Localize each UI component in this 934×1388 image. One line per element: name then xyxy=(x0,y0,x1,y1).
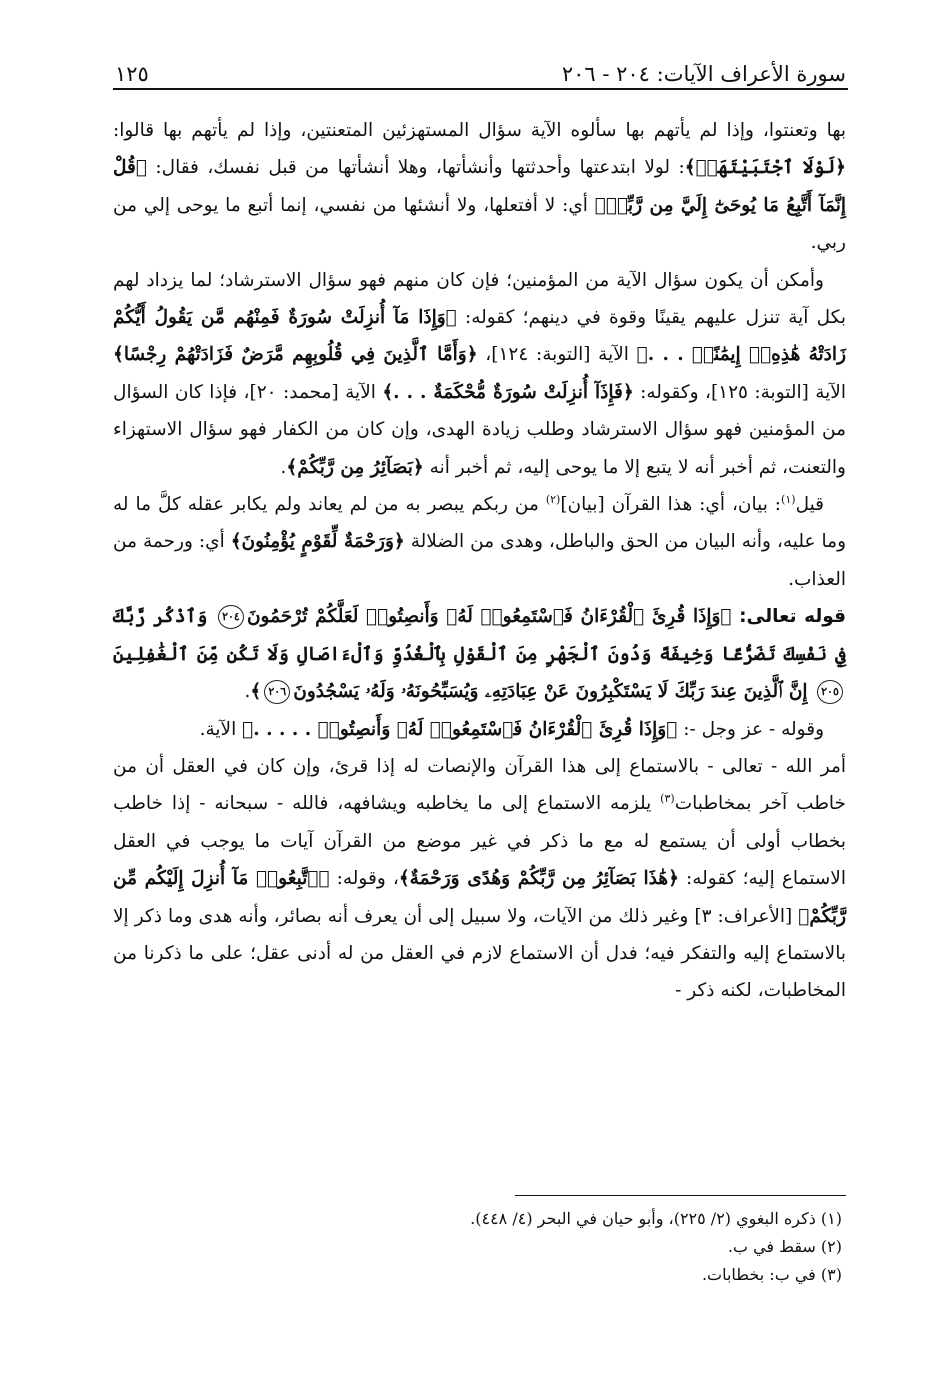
quran-verse: ﴿فَإِذَآ أُنزِلَتْ سُورَةٌ مُّحْكَمَةٌ . . .﴾ xyxy=(382,381,634,403)
text-run: الآية [محمد: ٢٠]، فإذا كان السؤال من المؤمنين فهو سؤال الاسترشاد وطلب زيادة الهدى، وإن كان من الكفار فهو سؤال الاستهزاء والتعنت، ثم أخبر أنه لا يتبع إلا ما يوحى إليه، ثم أخبر أنه xyxy=(113,381,846,478)
quran-verse: ﴿لَوْلَا ٱجْتَبَيْتَهَاۚ﴾ xyxy=(684,157,846,179)
text-run: الآية [التوبة: ١٢٤]، xyxy=(477,344,637,366)
section-lead: قوله تعالى: xyxy=(731,606,847,628)
page-number: ١٢٥ xyxy=(115,62,149,86)
header-rule xyxy=(113,88,848,90)
text-run: : لولا ابتدعتها وأحدثتها وأنشأتها، وهلا أنشأتها من قبل نفسك، فقال: xyxy=(146,157,685,179)
running-title: سورة الأعراف الآيات: ٢٠٤ - ٢٠٦ xyxy=(561,62,846,86)
footnote-separator xyxy=(515,1195,846,1196)
text-run: من ربكم يبصر به من لم يعاند ولم يكابر عقله كلَّ ما له وما عليه، وأنه البيان من الحق والباطل، وهدى من الضلالة xyxy=(113,494,847,553)
paragraph-p5 xyxy=(113,711,846,748)
paragraph-p3 xyxy=(113,486,846,598)
paragraph-p1 xyxy=(113,112,846,262)
text-run: . xyxy=(280,456,287,478)
paragraph-p2 xyxy=(113,262,846,486)
text-run: أمر الله - تعالى - بالاستماع إلى هذا القرآن والإنصات له إذا قرئ، وإن كان في العقل أن من خاطب آخر بمخاطبات xyxy=(113,755,846,815)
text-run: ، وقوله: xyxy=(329,868,399,890)
text-run: بها وتعنتوا، وإذا لم يأتهم بها سألوه الآية سؤال المستهزئين المتعنتين، وإذا لم يأتهم بها قالوا: xyxy=(113,120,846,141)
quran-verse: ﴿قُلْ إِنَّمَآ أَتَّبِعُ مَا يُوحَىٰٓ إِلَيَّ مِن رَّبِّيۚ﴾ xyxy=(113,157,846,216)
footnote-1: (١) ذكره البغوي (٢/ ٢٢٥)، وأبو حيان في البحر (٤/ ٤٤٨). xyxy=(470,1209,842,1228)
quran-verse: ﴿بَصَآئِرُ مِن رَّبِّكُمْ﴾ xyxy=(286,456,424,478)
text-run: أي: ورحمة من العذاب. xyxy=(113,531,846,590)
quran-verse: ﴿وَإِذَا قُرِئَ ٱلْقُرْءَانُ فَٱسْتَمِعُوا۟ لَهُۥ وَأَنصِتُوا۟ . . . . .﴾ xyxy=(242,718,678,740)
text-run: يلزمه الاستماع إلى ما يخاطبه ويشافهه، فالله - سبحانه - إذا خاطب بخطاب أولى أن يستمع له مع ما ذكر في غير موضع من القرآن آيات ما يوجب في العقل الاستماع إليه؛ كقوله: xyxy=(113,793,846,890)
text-run: : بيان، أي: هذا القرآن [بيان] xyxy=(560,494,782,516)
text-run: الآية. xyxy=(199,718,243,740)
footnote-ref: (٢) xyxy=(545,492,561,506)
quran-verse: ﴿وَرَحْمَةٌ لِّقَوْمٍ يُؤْمِنُونَ﴾ xyxy=(230,531,405,553)
text-run: [الأعراف: ٣] وغير ذلك من الآيات، ولا سبيل إلى أن يعرف أنه بصائر، وأنه هدى وما ذكر إلا بالاستماع إليه والتفكر فيه؛ فدل أن الاستماع لازم في العقل من له أدنى عقل؛ على ما ذكرنا من المخاطبات، لكنه ذكر - xyxy=(113,905,846,1002)
quran-verse: ﴿ٱتَّبِعُوا۟ مَآ أُنزِلَ إِلَيْكُم مِّن رَّبِّكُمْ﴾ xyxy=(113,868,847,927)
paragraph-p6 xyxy=(113,748,846,1010)
quran-verse: ﴿وَأَمَّا ٱلَّذِينَ فِي قُلُوبِهِم مَّرَضٌ فَزَادَتْهُمْ رِجْسًا﴾ xyxy=(113,344,478,366)
footnote-3: (٣) في ب: بخطابات. xyxy=(701,1265,842,1284)
footnotes xyxy=(113,1205,846,1289)
quran-verse: ﴾ xyxy=(250,681,262,703)
main-text xyxy=(113,112,846,1010)
quran-verse: ﴿وَإِذَا قُرِئَ ٱلْقُرْءَانُ فَٱسْتَمِعُوا۟ لَهُۥ وَأَنصِتُوا۟ لَعَلَّكُمْ تُرْحَمُونَ xyxy=(246,606,732,628)
quran-verse: ﴿هَٰذَا بَصَآئِرُ مِن رَّبِّكُمْ وَهُدًى وَرَحْمَةٌ﴾ xyxy=(398,868,679,890)
ayah-number-marker: ٢٠٦ xyxy=(264,680,290,704)
footnote-2: (٢) سقط في ب. xyxy=(727,1237,842,1256)
paragraph-p4 xyxy=(113,598,846,710)
ayah-number-marker: ٢٠٥ xyxy=(817,680,843,704)
text-run: قيل xyxy=(795,494,824,516)
page-header xyxy=(115,52,846,86)
text-run: وقوله - عز وجل -: xyxy=(677,718,824,740)
text-run: . xyxy=(244,681,251,703)
quran-verse: وَٱذْكُر رَّبَّكَ فِي نَفْسِكَ تَضَرُّعًا وَخِيفَةً وَدُونَ ٱلْجَهْرِ مِنَ ٱلْقَوْلِ بِٱلْغُدُوِّ وَٱلْءَاصَالِ وَلَا تَكُن مِّنَ ٱلْغَٰفِلِينَ xyxy=(113,606,846,665)
footnote-ref: (٣) xyxy=(660,792,675,806)
ayah-number-marker: ٢٠٤ xyxy=(218,605,244,629)
footnote-ref: (١) xyxy=(781,492,796,506)
quran-verse: ﴿وَإِذَا مَآ أُنزِلَتْ سُورَةٌ فَمِنْهُم مَّن يَقُولُ أَيُّكُمْ زَادَتْهُ هَٰذِهِۦٓ إِيمَٰنًاۚ . . .﴾ xyxy=(113,307,846,366)
text-run: الآية [التوبة: ١٢٥]، وكقوله: xyxy=(633,381,847,403)
text-run: وأمكن أن يكون سؤال الآية من المؤمنين؛ فإن كان منهم فهو سؤال الاسترشاد؛ لما يزداد لهم بكل آية تنزل عليهم يقينًا وقوة في دينهم؛ كقوله: xyxy=(113,269,846,329)
quran-verse: إِنَّ ٱلَّذِينَ عِندَ رَبِّكَ لَا يَسْتَكْبِرُونَ عَنْ عِبَادَتِهِۦ وَيُسَبِّحُونَهُۥ وَلَهُۥ يَسْجُدُونَ xyxy=(293,681,814,703)
text-run: أي: لا أفتعلها، ولا أنشئها من نفسي، إنما أتبع ما يوحى إلي من ربي. xyxy=(113,194,846,254)
